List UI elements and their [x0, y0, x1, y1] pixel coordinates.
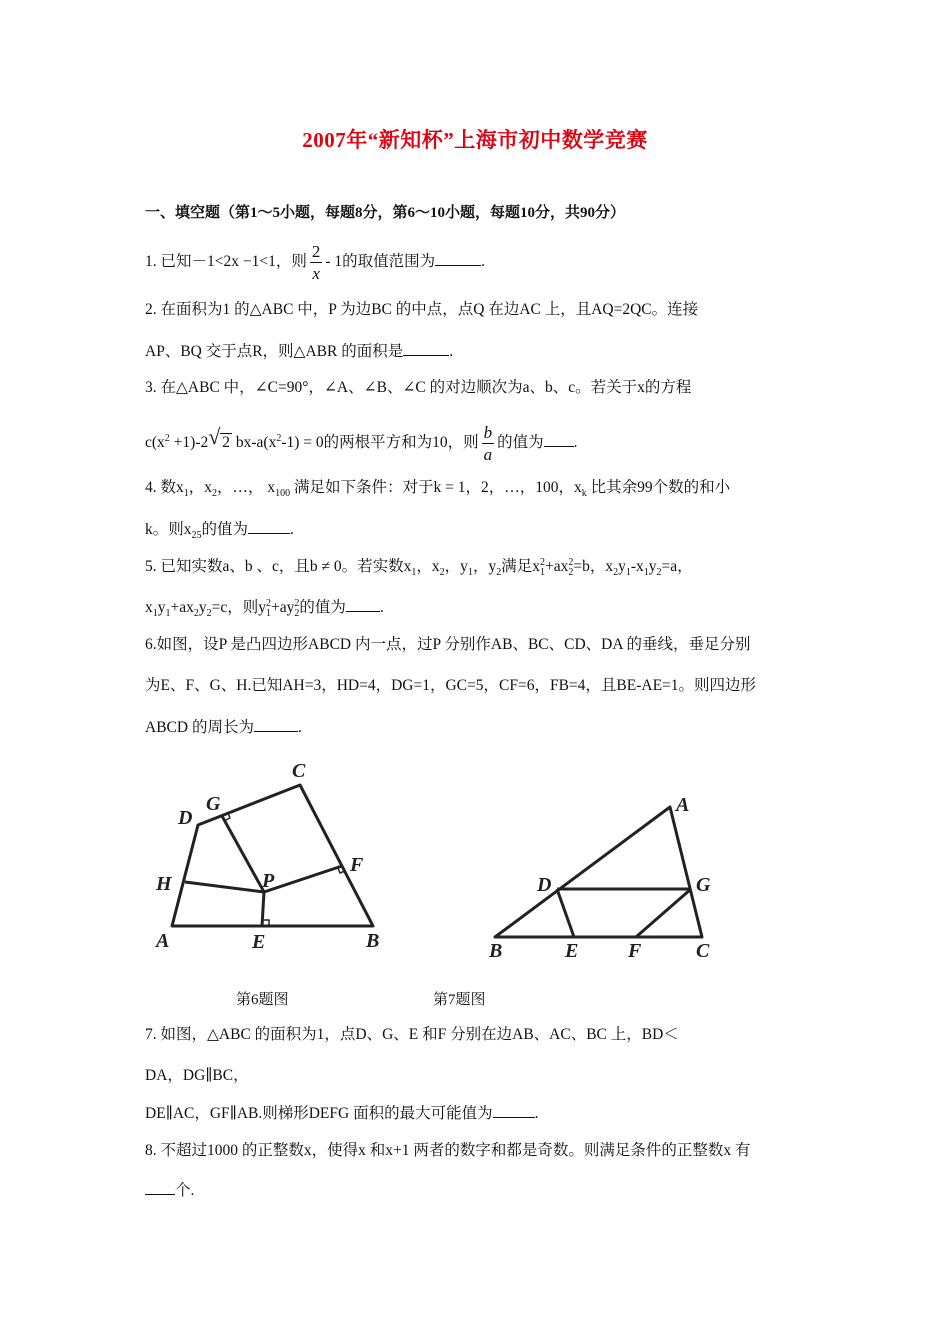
- answer-blank: [403, 341, 449, 356]
- question-3-line-2: $c(x^2 +1)-2$ √ 2 $bx-a(x^2-1) = 0$的两根平方和为10，则 $\frac{b}{a}$ 的值为 .: [145, 423, 578, 464]
- quad-abcd: [172, 785, 373, 926]
- figure-6-quadrilateral: [140, 755, 400, 960]
- figure-7-triangle: [480, 785, 730, 970]
- label-d: D: [178, 807, 193, 829]
- q3-fraction: $\frac{b}{a}$: [483, 423, 493, 464]
- question-3-line-1: 3. 在△ABC 中，∠C=90°，∠A、∠B、∠C 的对边顺次为a、b、c。若关于x的方程: [145, 379, 692, 396]
- question-7-line-3: DE∥AC，GF∥AB.则梯形DEFG 面积的最大可能值为 .: [145, 1105, 539, 1122]
- label-f: F: [350, 854, 364, 876]
- segment-gf: [636, 889, 691, 937]
- figure-7-caption: 第7题图: [433, 992, 486, 1008]
- label-a: A: [156, 930, 170, 952]
- label-b: B: [489, 940, 503, 962]
- label-a: A: [676, 794, 690, 816]
- label-p: P: [262, 870, 275, 892]
- question-6-line-3: ABCD 的周长为 .: [145, 719, 302, 736]
- answer-blank: [346, 597, 380, 612]
- label-g: G: [696, 874, 711, 896]
- label-c: C: [696, 940, 710, 962]
- triangle-abc: [495, 807, 702, 937]
- label-g: G: [206, 793, 221, 815]
- answer-blank: [248, 519, 290, 534]
- q1-fraction: $\frac{2}{x}$: [311, 242, 321, 283]
- question-6-line-1: 6.如图，设P 是凸四边形ABCD 内一点，过P 分别作AB、BC、CD、DA 的垂线，垂足分别: [145, 636, 751, 653]
- page-title: 2007年“新知杯”上海市初中数学竞赛: [302, 128, 648, 152]
- sqrt-symbol: √ 2: [208, 424, 230, 452]
- question-5-line-2: $x_1y_1+ax_2y_2=c$，则$y_1^2+ay_2^2$的值为 .: [145, 597, 384, 620]
- section-heading: 一、填空题（第1～5小题，每题8分，第6～10小题，每题10分，共90分）: [145, 205, 626, 221]
- label-d: D: [537, 874, 552, 896]
- label-b: B: [366, 930, 380, 952]
- answer-blank: [254, 717, 298, 732]
- figure-7-lines: [495, 807, 702, 937]
- question-4-line-1: 4. 数$x_1$，$x_2$，…， $x_{100}$ 满足如下条件：对于k = 1，2，…，100，$x_k$ 比其余99个数的和小: [145, 479, 731, 500]
- q1-text: 1. 已知－1<2x −1<1，则: [145, 253, 307, 271]
- segment-pf: [264, 866, 342, 892]
- question-2-line-2: AP、BQ 交于点R，则△ABR 的面积是 .: [145, 343, 454, 360]
- figure-6-caption: 第6题图: [236, 992, 289, 1008]
- answer-blank: [145, 1180, 175, 1195]
- question-4-line-2: k。则$x_{25}$的值为 .: [145, 521, 294, 542]
- segment-de: [557, 889, 574, 937]
- answer-blank: [544, 432, 574, 447]
- question-6-line-2: 为E、F、G、H.已知AH=3，HD=4，DG=1，GC=5，CF=6，FB=4，且BE-AE=1。则四边形: [145, 677, 757, 694]
- label-e: E: [252, 931, 266, 953]
- segment-pg: [222, 816, 264, 892]
- figure-6-lines: [172, 785, 373, 926]
- question-5-line-1: 5. 已知实数a、b 、c，且b ≠ 0。若实数$x_1$，$x_2$，$y_1$，$y_2$满足$x_1^2+ax_2^2=b$，$x_2y_1-x_1y_2=a$，: [145, 556, 693, 579]
- question-8-line-2: 个.: [145, 1180, 194, 1201]
- segment-ph: [185, 882, 264, 892]
- question-7-line-1: 7. 如图，△ABC 的面积为1，点D、G、E 和F 分别在边AB、AC、BC 上，BD＜: [145, 1026, 679, 1043]
- label-e: E: [565, 940, 579, 962]
- question-1: 1. 已知－1<2x −1<1，则 $\frac{2}{x}$ - 1的取值范围为 .: [145, 242, 486, 283]
- segment-pe: [262, 892, 264, 926]
- label-c: C: [292, 760, 306, 782]
- question-7-line-2: DA，DG∥BC，: [145, 1067, 249, 1084]
- question-2-line-1: 2. 在面积为1 的△ABC 中，P 为边BC 的中点，点Q 在边AC 上，且AQ=2QC。连接: [145, 301, 699, 318]
- label-h: H: [156, 873, 172, 895]
- q1-text-2: - 1的取值范围为: [325, 253, 436, 271]
- answer-blank: [435, 251, 481, 266]
- answer-blank: [493, 1103, 535, 1118]
- label-f: F: [628, 940, 642, 962]
- question-8-line-1: 8. 不超过1000 的正整数x，使得x 和x+1 两者的数字和都是奇数。则满足条件的正整数x 有: [145, 1142, 751, 1159]
